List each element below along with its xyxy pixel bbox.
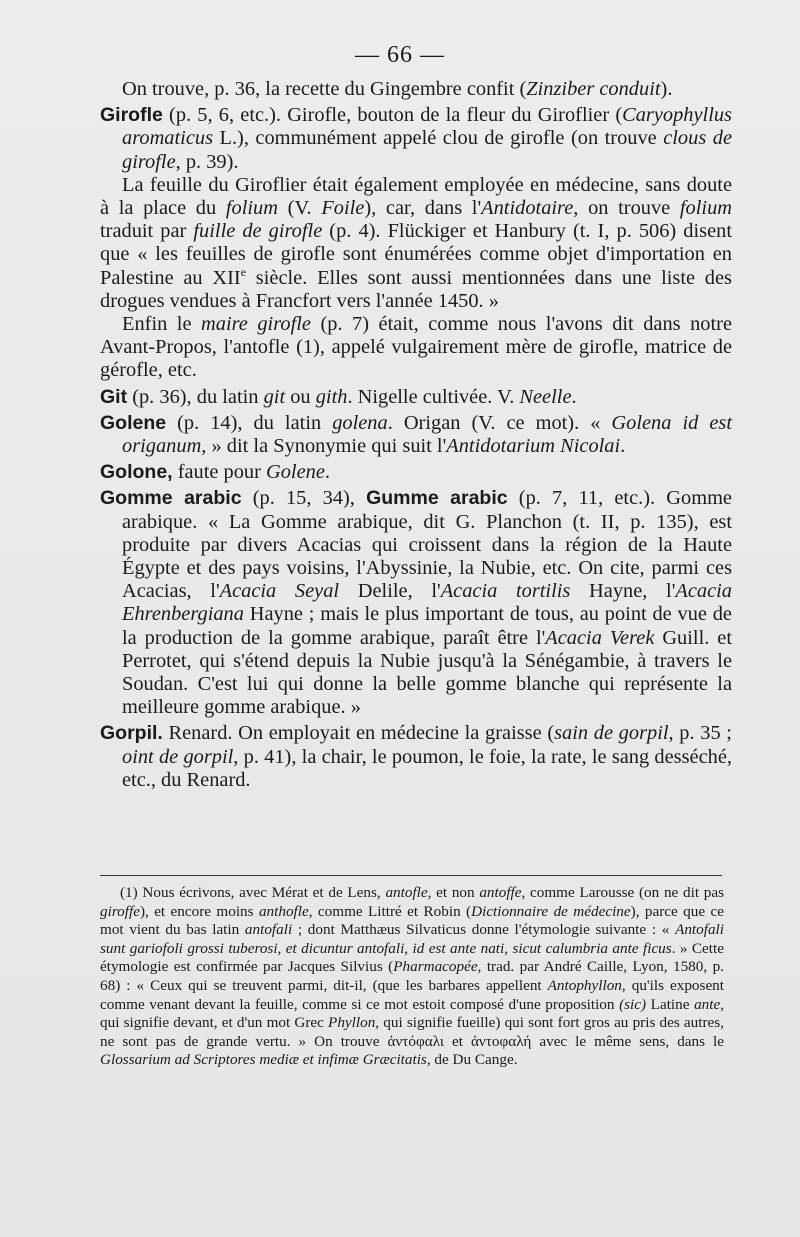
headword-golene: Golene	[100, 411, 167, 434]
entry-golene: Golene (p. 14), du latin golena. Origan (V. ce mot). « Golena id est origanum, » dit la Synonymie qui suit l'Antidotarium Nicolai.	[100, 411, 732, 458]
paragraph-maire-girofle: Enfin le maire girofle (p. 7) était, comme nous l'avons dit dans notre Avant-Propos, l'antofle (1), appelé vulgairement mère de girofle, matrice de gérofle, etc.	[100, 313, 733, 382]
entry-girofle: Girofle (p. 5, 6, etc.). Girofle, bouton de la fleur du Giroflier (Caryophyllus aromaticus L.), communément appelé clou de girofle (on trouve clous de girofle, p. 39).	[100, 104, 732, 173]
headword-gumme-arabic: Gumme arabic	[366, 487, 508, 510]
entry-golone: Golone, faute pour Golene.	[100, 461, 331, 484]
footnote-rule	[100, 875, 722, 876]
page-number: — 66 —	[355, 42, 445, 68]
page-body	[100, 78, 732, 792]
paragraph-girofle-feuille: La feuille du Giroflier était également employée en médecine, sans doute à la place du folium (V. Foile), car, dans l'Antidotaire, on trouve folium traduit par fuille de girofle (p. 4). Flückiger et Hanbury (t. I, p. 506) disent que « les feuilles de girofle sont énumérées comme objet d'importation en Palestine au XIIe siècle. Elles sont aussi mentionnées dans une liste des drogues vendues à Francfort vers l'année 1450. »	[100, 173, 733, 312]
headword-girofle: Girofle	[100, 104, 163, 127]
footnotes	[100, 884, 724, 1070]
entry-gorpil: Gorpil. Renard. On employait en médecine la graisse (sain de gorpil, p. 35 ; oint de gorpil, p. 41), la chair, le poumon, le foie, la rate, le sang desséché, etc., du Renard.	[100, 722, 732, 791]
headword-gomme-arabic: Gomme arabic	[100, 487, 242, 510]
footnote-1: (1) Nous écrivons, avec Mérat et de Lens, antofle, et non antoffe, comme Larousse (on ne dit pas giroffe), et encore moins anthofle, comme Littré et Robin (Dictionnaire de médecine), parce que ce mot vient du bas latin antofali ; dont Matthæus Silvaticus donne l'étymologie suivante : « Antofali sunt gariofoli grossi tuberosi, et dicuntur antofali, id est ante nati, sicut calumbria ante ficus. » Cette étymologie est confirmée par Jacques Silvius (Pharmacopée, trad. par André Caille, Lyon, 1580, p. 68) : « Ceux qui se treuvent parmi, dit-il, (que les barbares appellent Antophyllon, qu'ils exposent comme venant devant la feuille, comme si ce mot estoit composé d'une proposition (sic) Latine ante, qui signifie devant, et d'un mot Grec Phyllon, qui signifie fueille) qui sont fort gros au pris des autres, ne sont pas de grande vertu. » On trouve ἀντόφαλι et ἀντοφαλή avec le même sens, dans le Glossarium ad Scriptores mediæ et infimæ Græcitatis, de Du Cange.	[100, 884, 725, 1069]
entry-git: Git (p. 36), du latin git ou gith. Nigelle cultivée. V. Neelle.	[100, 385, 577, 408]
headword-git: Git	[100, 385, 128, 408]
headword-gorpil: Gorpil.	[100, 722, 163, 745]
paragraph-gingembre: On trouve, p. 36, la recette du Gingembre confit (Zinziber conduit).	[122, 78, 673, 100]
headword-golone: Golone,	[100, 461, 173, 484]
entry-gomme-arabic: Gomme arabic (p. 15, 34), Gumme arabic (p. 7, 11, etc.). Gomme arabique. « La Gomme arabique, dit G. Planchon (t. II, p. 135), est produite par divers Acacias qui croissent dans la région de la Haute Égypte et des pays voisins, l'Abyssinie, la Nubie, etc. On cite, parmi ces Acacias, l'Acacia Seyal Delile, l'Acacia tortilis Hayne, l'Acacia Ehrenbergiana Hayne ; mais le plus important de tous, au point de vue de la production de la gomme arabique, paraît être l'Acacia Verek Guill. et Perrotet, qui s'étend depuis la Nubie jusqu'à la Sénégambie, à travers le Soudan. C'est lui qui donne la belle gomme blanche qui représente la meilleure gomme arabique. »	[100, 487, 732, 719]
